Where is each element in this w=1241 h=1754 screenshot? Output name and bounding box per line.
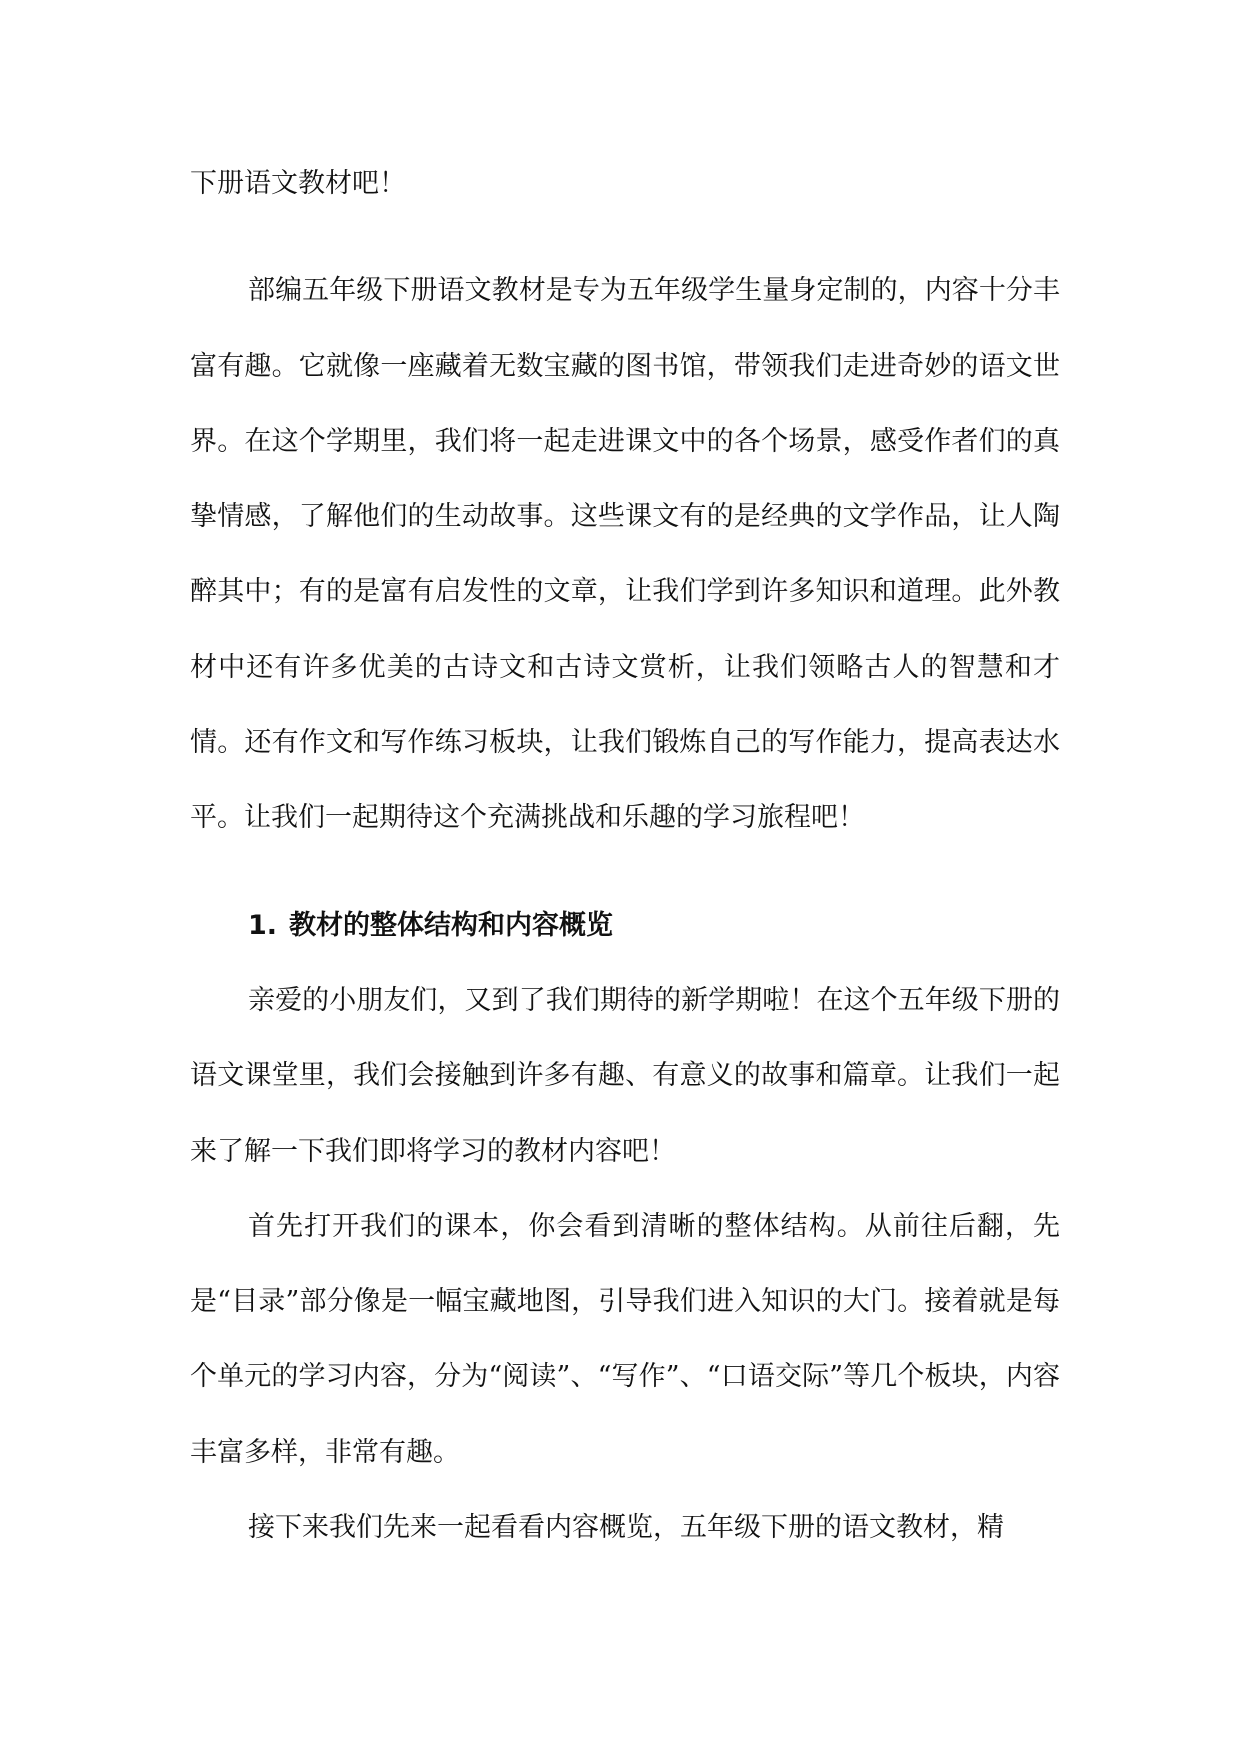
section-title: 教材的整体结构和内容概览 [289, 909, 614, 941]
paragraph-greeting: 亲爱的小朋友们，又到了我们期待的新学期啦！在这个五年级下册的语文课堂里，我们会接触到许多有趣、有意义的故事和篇章。让我们一起来了解一下我们即将学习的教材内容吧！ [190, 984, 1060, 1167]
paragraph-intro: 部编五年级下册语文教材是专为五年级学生量身定制的，内容十分丰富有趣。它就像一座藏着无数宝藏的图书馆，带领我们走进奇妙的语文世界。在这个学期里，我们将一起走进课文中的各个场景，感受作者们的真挚情感，了解他们的生动故事。这些课文有的是经典的文学作品，让人陶醉其中；有的是富有启发性的文章，让我们学到许多知识和道理。此外教材中还有许多优美的古诗文和古诗文赏析，让我们领略古人的智慧和才情。还有作文和写作练习板块，让我们锻炼自己的写作能力，提高表达水平。让我们一起期待这个充满挑战和乐趣的学习旅程吧！ [190, 275, 1060, 834]
paragraph-overview: 接下来我们先来一起看看内容概览，五年级下册的语文教材，精 [248, 1512, 1004, 1544]
section-heading [190, 888, 1060, 963]
paragraph-structure: 首先打开我们的课本，你会看到清晰的整体结构。从前往后翻，先是“目录”部分像是一幅宝藏地图，引导我们进入知识的大门。接着就是每个单元的学习内容，分为“阅读”、“写作”、“口语交际”等几个板块，内容丰富多样，非常有趣。 [190, 1210, 1060, 1468]
paragraph-continuation: 下册语文教材吧！ [190, 168, 406, 199]
section-number: 1. [248, 909, 278, 941]
document-body [190, 146, 1060, 1565]
